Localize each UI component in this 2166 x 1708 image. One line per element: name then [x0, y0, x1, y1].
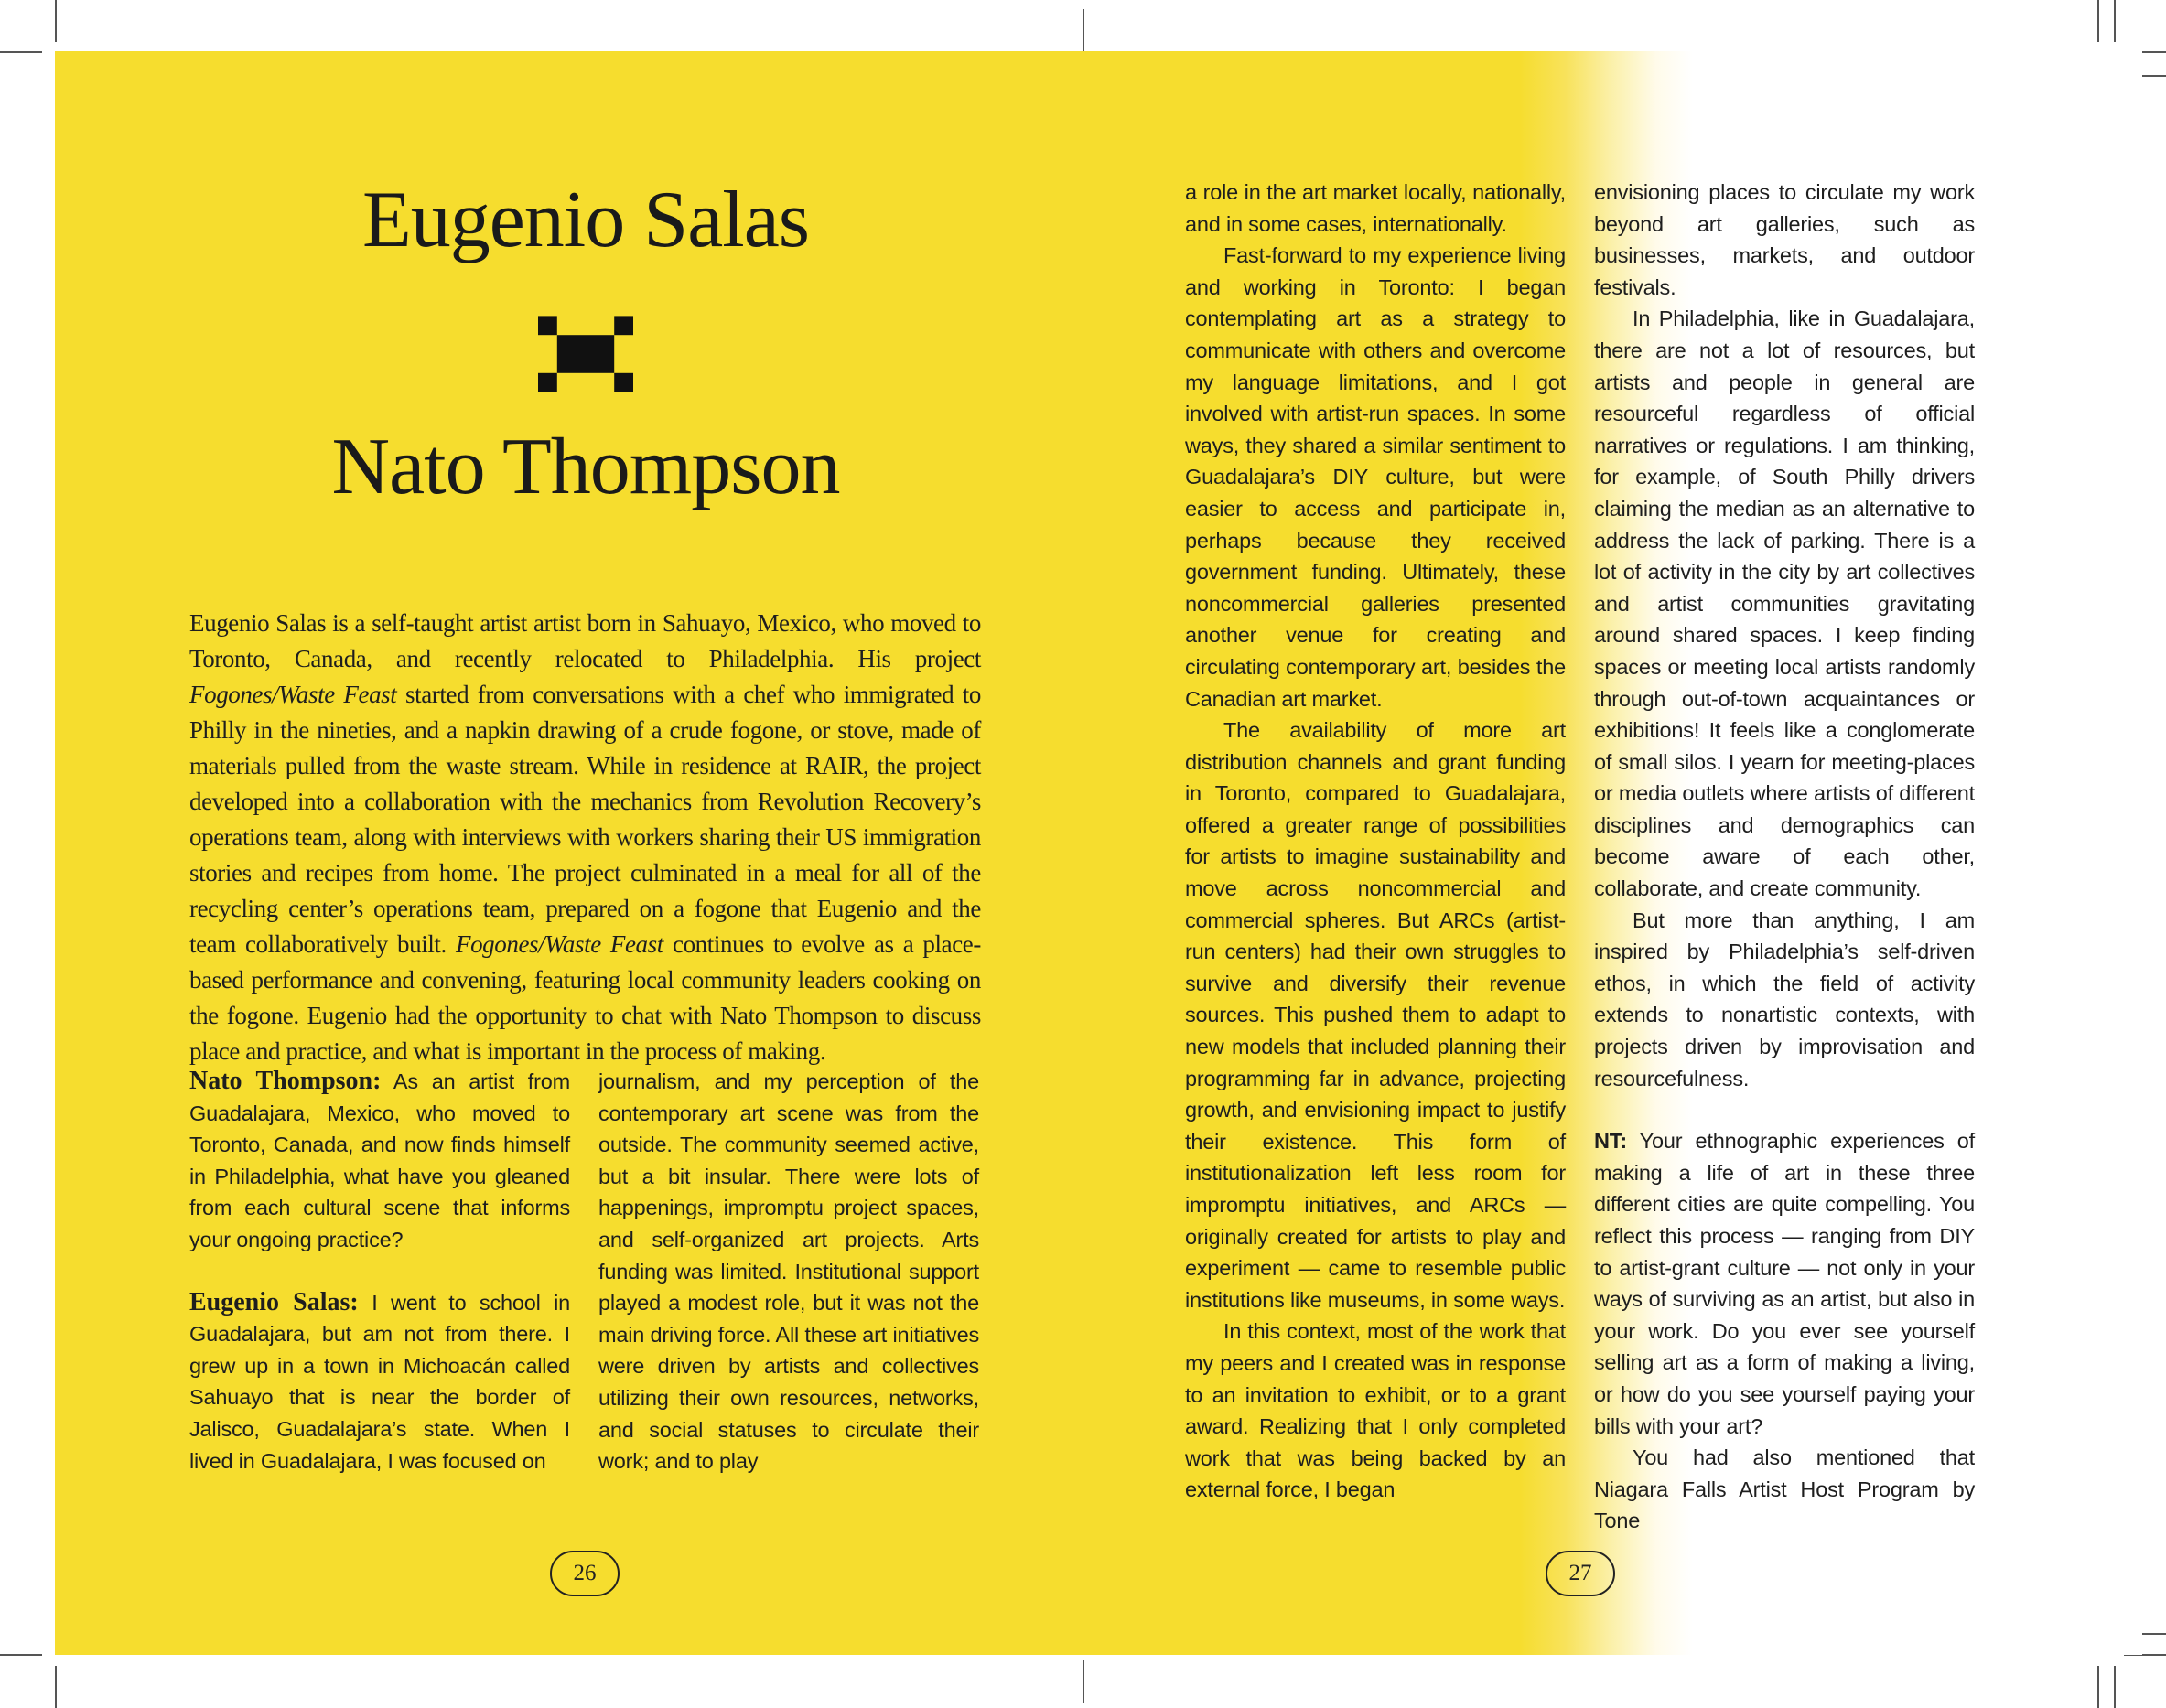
crop-mark	[1083, 9, 1084, 51]
project-title: Fogones/Waste Feast	[189, 681, 397, 708]
paragraph: The availability of more art distribution channels and grant funding in Toronto, compared to Guadalajara, offered a greater range of possibilities for artists to imagine sustainability and move across noncommercial and commercial spheres. But ARCs (artist-run centers) had their own struggles to survive and diversify their revenue sources. This pushed them to adapt to new models that included planning their programming far in advance, projecting growth, and envisioning impact to justify their existence. This form of institutionalization left less room for impromptu initiatives, and ARCs — originally created for artists to play and experiment — came to resemble public institutions like museums, in some ways.	[1185, 718, 1566, 1312]
crop-mark	[2114, 0, 2116, 42]
intro-paragraph: Eugenio Salas is a self-taught artist artist born in Sahuayo, Mexico, who moved to Toronto, Canada, and recently relocated to Philadelphia. His project Fogones/Waste Feast started from conversations with a chef who immigrated to Philly in the nineties, and a napkin drawing of a crude fogone, or stove, made of materials pulled from the waste stream. While in residence at RAIR, the project developed into a collaboration with the mechanics from Revolution Recovery’s operations team, along with interviews with workers sharing their US immigration stories and recipes from home. The project culminated in a meal for all of the recycling center’s operations team, prepared on a fogone that Eugenio and the team collaboratively built. Fogones/Waste Feast continues to evolve as a place-based performance and convening, featuring local community leaders cooking on the fogone. Eugenio had the opportunity to chat with Nato Thompson to discuss place and practice, and what is important in the process of making.	[189, 609, 981, 1065]
page26-column-1	[189, 1066, 570, 1477]
page26-column-2	[598, 1066, 979, 1477]
page-number-left: 26	[550, 1551, 620, 1596]
paragraph: You had also mentioned that Niagara Falls Artist Host Program by Tone	[1594, 1445, 1975, 1533]
interview-answer-continued: journalism, and my perception of the contemporary art scene was from the outside. The community seemed active, but a bit insular. There were lots of happenings, impromptu project spaces, and self-organized art projects. Arts funding was limited. Institutional support played a modest role, but it was not the main driving force. All these art initiatives were driven by artists and collectives utilizing their own resources, networks, and social statuses to circulate their work; and to play	[598, 1069, 979, 1474]
project-title: Fogones/Waste Feast	[455, 930, 663, 958]
paragraph: Fast-forward to my experience living and working in Toronto: I began contemplating art as a strategy to communicate with others and overcome my language limitations, and I got involved with artist-run spaces. In some ways, they shared a similar sentiment to Guadalajara’s DIY culture, but were easier to access and participate in, perhaps because they received government funding. Ultimately, these noncommercial galleries presented another venue for creating and circulating contemporary art, besides the Canadian art market.	[1185, 243, 1566, 711]
interview-answer: Eugenio Salas: I went to school in Guadalajara, but am not from there. I grew up in a town in Michoacán called Sahuayo that is near the border of Jalisco, Guadalajara’s state. When I lived in Guadalajara, I was focused on	[189, 1287, 570, 1473]
paragraph: In Philadelphia, like in Guadalajara, there are not a lot of resources, but artists and people in general are resourceful regardless of official narratives or regulations. I am thinking, for example, of South Philly drivers claiming the median as an alternative to address the lack of parking. There is a lot of activity in the city by art collectives and artist communities gravitating around shared spaces. I keep finding spaces or meeting local artists randomly through out-of-town acquaintances or exhibitions! It feels like a conglomerate of small silos. I yearn for meeting-places or media outlets where artists of different disciplines and demographics can become aware of each other, collaborate, and create community.	[1594, 306, 1975, 901]
title-name-bottom: Nato Thompson	[331, 423, 840, 511]
crop-mark	[0, 1654, 42, 1656]
title-name-top: Eugenio Salas	[361, 176, 809, 264]
crop-mark	[55, 1666, 57, 1708]
page-number-right: 27	[1546, 1551, 1615, 1596]
speaker-label: Nato Thompson:	[189, 1067, 382, 1095]
paragraph: a role in the art market locally, nationally, and in some cases, internationally.	[1185, 180, 1566, 236]
page27-column-2	[1594, 177, 1975, 1537]
crop-mark	[2114, 1666, 2116, 1708]
speaker-label: Eugenio Salas:	[189, 1287, 359, 1316]
speaker-label: NT:	[1594, 1129, 1627, 1154]
crop-mark	[1083, 1660, 1084, 1703]
crop-mark	[2097, 0, 2099, 42]
interview-question: Nato Thompson: As an artist from Guadalajara, Mexico, who moved to Toronto, Canada, and now finds himself in Philadelphia, what have you gleaned from each cultural scene that informs your ongoing practice?	[189, 1067, 570, 1251]
crop-mark	[2097, 1666, 2099, 1708]
page27-column-1	[1185, 177, 1566, 1506]
interview-question: NT: Your ethnographic experiences of making a life of art in these three different cities are quite compelling. You reflect this process — ranging from DIY to artist-grant culture — not only in your ways of surviving as an artist, but also in your work. Do you ever see yourself selling art as a form of making a living, or how do you see yourself paying your bills with your art?	[1594, 1129, 1975, 1438]
pixel-cross-icon	[538, 316, 633, 392]
paragraph: envisioning places to circulate my work beyond art galleries, such as businesses, markets, and outdoor festivals.	[1594, 180, 1975, 299]
paragraph: In this context, most of the work that my peers and I created was in response to an invitation to exhibit, or to a grant award. Realizing that I only completed work that was being backed by an external force, I began	[1185, 1319, 1566, 1502]
crop-mark	[0, 51, 42, 53]
crop-mark	[55, 0, 57, 42]
paragraph: But more than anything, I am inspired by Philadelphia’s self-driven ethos, in which the field of activity extends to nonartistic contexts, with projects driven by improvisation and resourcefulness.	[1594, 908, 1975, 1090]
